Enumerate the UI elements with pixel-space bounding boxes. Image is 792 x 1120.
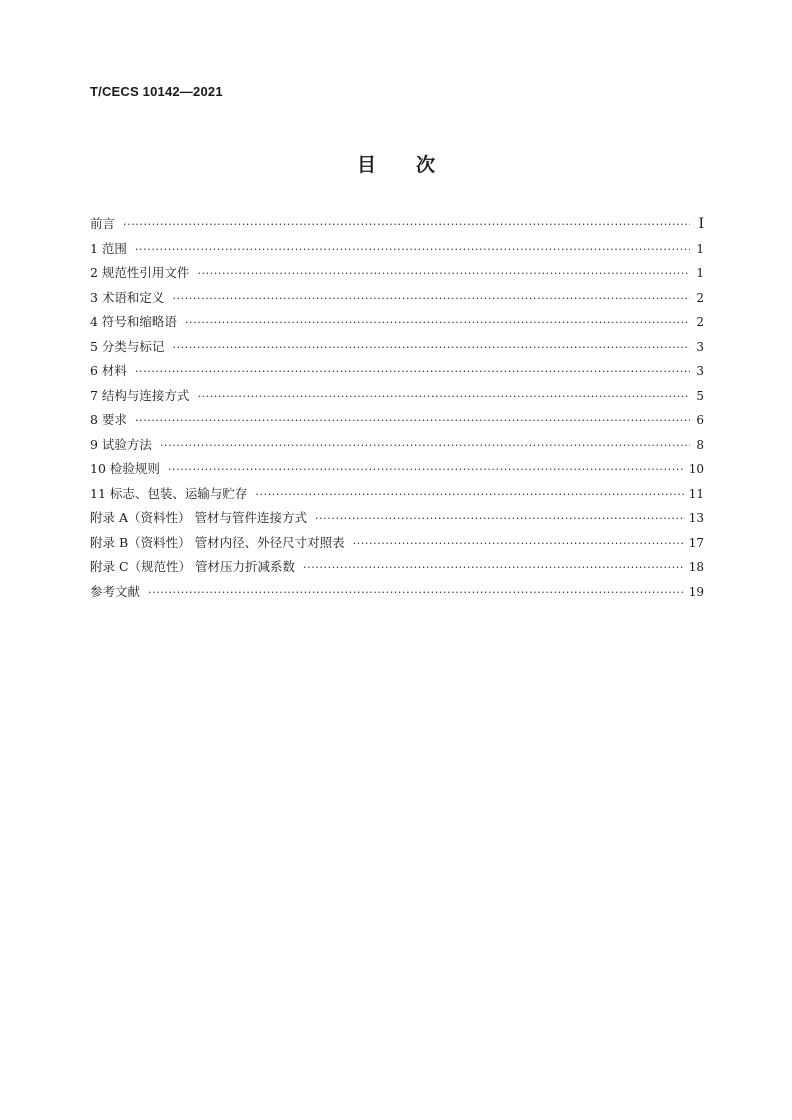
dot-leader [353, 537, 685, 550]
toc-entry-page: 13 [688, 511, 704, 525]
page-title: 目次 [356, 154, 475, 176]
dot-leader [135, 365, 690, 378]
toc-entry-label: 附录 B（资料性） 管材内径、外径尺寸对照表 [90, 534, 345, 550]
toc-entry-appendix-b[interactable] [90, 533, 704, 558]
dot-leader [135, 243, 690, 256]
toc-entry-classification-marking[interactable] [90, 337, 704, 362]
dot-leader [315, 512, 685, 525]
toc-entry-page: 8 [696, 437, 704, 452]
toc-entry-label: 9 试验方法 [90, 436, 152, 452]
toc-entry-label: 1 范围 [90, 240, 127, 256]
toc-entry-page: 2 [696, 315, 704, 329]
toc-entry-label: 2 规范性引用文件 [90, 265, 190, 280]
toc-entry-test-methods[interactable] [90, 435, 704, 460]
toc-entry-terms-definitions[interactable] [90, 288, 704, 313]
dot-leader [172, 341, 690, 354]
toc-entry-page: 5 [696, 388, 704, 403]
dot-leader [197, 267, 690, 280]
dot-leader [172, 292, 690, 305]
toc-entry-appendix-c[interactable] [90, 557, 704, 582]
dot-leader [255, 488, 684, 501]
toc-entry-label: 4 符号和缩略语 [90, 314, 177, 329]
dot-leader [148, 586, 685, 599]
toc-entry-scope[interactable] [90, 239, 704, 264]
toc-entry-requirements[interactable] [90, 410, 704, 435]
toc-entry-page: 3 [696, 364, 704, 378]
toc-entry-label: 3 术语和定义 [90, 289, 165, 305]
toc-entry-inspection-rules[interactable] [90, 459, 704, 484]
toc-entry-label: 前言 [90, 216, 116, 231]
toc-entry-page: 2 [696, 290, 704, 305]
toc-entry-label: 7 结构与连接方式 [90, 387, 190, 403]
dot-leader [123, 218, 690, 231]
toc-entry-page: 19 [688, 584, 704, 599]
dot-leader [185, 316, 690, 329]
toc-entry-marking-packaging-transport-storage[interactable] [90, 484, 704, 509]
dot-leader [303, 561, 685, 574]
toc-entry-label: 10 检验规则 [90, 461, 160, 476]
dot-leader [168, 463, 685, 476]
toc-entry-label: 附录 A（资料性） 管材与管件连接方式 [90, 510, 307, 525]
toc-entry-label: 附录 C（规范性） 管材压力折减系数 [90, 559, 296, 574]
toc-entry-label: 参考文献 [90, 583, 141, 599]
toc-entry-label: 5 分类与标记 [90, 338, 165, 354]
toc-entry-page: 18 [688, 560, 704, 574]
toc-entry-foreword[interactable] [90, 214, 704, 239]
toc-entry-page: 1 [696, 241, 704, 256]
standard-code: T/CECS 10142—2021 [90, 84, 223, 99]
toc-entry-bibliography[interactable] [90, 582, 704, 607]
dot-leader [197, 390, 690, 403]
toc-entry-page: 1 [696, 266, 704, 280]
table-of-contents [90, 214, 704, 606]
toc-entry-page: 6 [696, 413, 704, 427]
toc-entry-label: 6 材料 [90, 363, 127, 378]
toc-entry-page: 10 [688, 462, 704, 476]
toc-entry-label: 8 要求 [90, 412, 127, 427]
toc-entry-page: 3 [696, 339, 704, 354]
dot-leader [135, 414, 690, 427]
toc-entry-symbols-abbreviations[interactable] [90, 312, 704, 337]
toc-entry-normative-references[interactable] [90, 263, 704, 288]
toc-entry-structure-connection[interactable] [90, 386, 704, 411]
toc-entry-page: I [698, 216, 704, 232]
toc-entry-appendix-a[interactable] [90, 508, 704, 533]
toc-entry-label: 11 标志、包装、运输与贮存 [90, 485, 248, 501]
dot-leader [160, 439, 690, 452]
toc-entry-materials[interactable] [90, 361, 704, 386]
toc-entry-page: 11 [688, 486, 704, 501]
toc-entry-page: 17 [688, 535, 704, 550]
